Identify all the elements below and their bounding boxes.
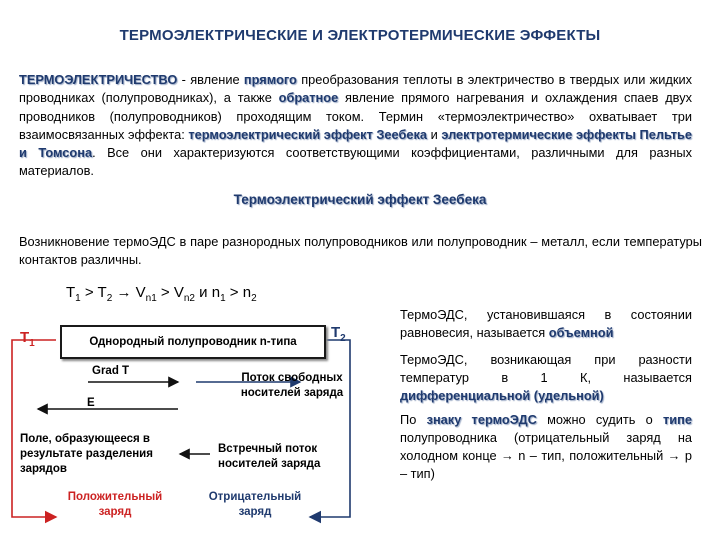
positive-charge-label: Положительный заряд bbox=[67, 491, 163, 518]
formula-part: T bbox=[66, 284, 76, 301]
differential-emf-paragraph bbox=[400, 351, 692, 405]
emf-sign-paragraph bbox=[400, 411, 692, 483]
term-direct: прямого bbox=[243, 72, 297, 87]
term-reverse: обратное bbox=[278, 90, 339, 106]
semiconductor-box: Однородный полупроводник n-типа bbox=[60, 325, 326, 359]
t1-label-main: T bbox=[20, 329, 30, 346]
t2-label-sub: 2 bbox=[340, 333, 346, 344]
emf-sign-text: полупроводника (отрицательный заряд на холодном конце → n – тип, положительный → p – тип) bbox=[400, 430, 692, 481]
volume-emf-paragraph bbox=[400, 306, 692, 342]
t2-label-main: T bbox=[331, 324, 341, 341]
differential-emf-text: ТермоЭДС, возникающая при разности температур в 1 К, называется bbox=[400, 352, 692, 385]
page-title: ТЕРМОЭЛЕКТРИЧЕСКИЕ И ЭЛЕКТРОТЕРМИЧЕСКИЕ ЭФФЕКТЫ bbox=[119, 27, 601, 44]
grad-t-label: Grad T bbox=[92, 365, 130, 377]
t1-label-sub: 1 bbox=[29, 338, 35, 349]
t2-label bbox=[331, 325, 346, 346]
emf-sign-text: можно судить о bbox=[536, 412, 664, 427]
term-seebeck-effect: термоэлектрический эффект Зеебека bbox=[188, 126, 428, 142]
formula-part: > T bbox=[80, 284, 107, 301]
field-label: Поле, образующееся в результате разделения зарядов bbox=[20, 433, 153, 475]
e-field-label: E bbox=[87, 397, 95, 409]
intro-text-2: преобразования теплоты в электричество в твердых или жидких проводниках (полупроводниках), а также bbox=[19, 72, 692, 106]
formula-sub: 2 bbox=[106, 293, 113, 304]
counter-flow-label: Встречный поток носителей заряда bbox=[218, 443, 321, 470]
formula-sub: n1 bbox=[145, 293, 157, 304]
term-peltier-thomson: электротермические эффекты Пельтье и Томсона bbox=[19, 126, 692, 161]
t1-label bbox=[20, 330, 35, 351]
formula-sub: 1 bbox=[75, 293, 81, 304]
formula-part: и n bbox=[195, 284, 221, 301]
free-carriers-label: Поток свободных носителей заряда bbox=[240, 372, 344, 399]
formula-sub: 2 bbox=[251, 293, 257, 304]
intro-text-3: явление прямого нагревания и охлаждения спаев двух проводников (полупроводников) проходящим током. Термин «термоэлектричество» охватывает три взаимосвязанных эффекта: bbox=[19, 90, 692, 142]
formula-part: > V bbox=[156, 284, 184, 301]
seebeck-description: Возникновение термоЭДС в паре разнородных полупроводников или полупроводник – металл, если температуры контактов различны. bbox=[19, 234, 702, 267]
negative-charge-label: Отрицательный заряд bbox=[208, 491, 302, 518]
formula-part: > n bbox=[225, 284, 252, 301]
intro-text-1: - явление bbox=[177, 72, 244, 87]
differential-emf-term: дифференциальной (удельной) bbox=[400, 388, 604, 403]
term-thermoelectricity: ТЕРМОЭЛЕКТРИЧЕСТВО bbox=[19, 72, 178, 87]
intro-text-4: и bbox=[427, 126, 442, 142]
blue-bracket-line bbox=[310, 340, 350, 517]
emf-sign-text: По bbox=[400, 412, 427, 427]
volume-emf-text: ТермоЭДС, установившаяся в состоянии равновесия, называется bbox=[400, 307, 692, 340]
section-heading: Термоэлектрический эффект Зеебека bbox=[233, 192, 487, 207]
semiconductor-type-term: типе bbox=[663, 412, 693, 427]
formula-part: → V bbox=[112, 284, 146, 301]
emf-sign-term: знаку термоЭДС bbox=[426, 412, 537, 427]
red-bracket-line bbox=[12, 340, 56, 517]
volume-emf-term: объемной bbox=[548, 325, 614, 340]
formula-sub: n2 bbox=[183, 293, 195, 304]
intro-text-5: . Все они характеризуются соответствующими коэффициентами, различными для разных материалов. bbox=[19, 145, 692, 179]
formula-sub: 1 bbox=[220, 293, 226, 304]
